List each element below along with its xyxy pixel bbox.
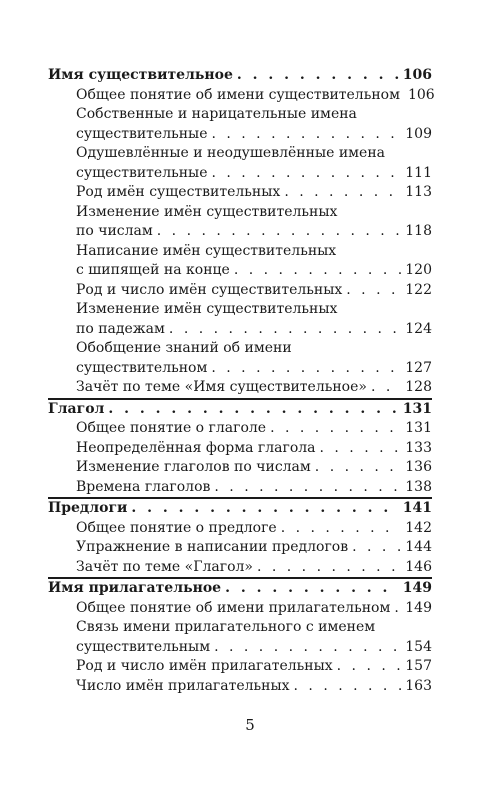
dot-leader — [394, 599, 401, 619]
toc-entry[interactable] — [48, 183, 432, 203]
section-heading[interactable] — [48, 579, 432, 599]
entry-title: Изменение глаголов по числам — [76, 459, 311, 475]
toc-entry[interactable] — [48, 339, 432, 359]
dot-leader — [211, 125, 401, 145]
section-title: Имя существительное — [48, 67, 233, 83]
toc-entry[interactable] — [48, 378, 432, 398]
dot-leader — [211, 164, 401, 184]
dot-leader — [270, 419, 401, 439]
page-ref: 146 — [405, 558, 432, 575]
page-ref: 122 — [405, 281, 432, 298]
page-ref: 120 — [405, 262, 432, 278]
toc-section — [48, 579, 432, 696]
entry-title: Род имён существительных — [76, 184, 281, 200]
toc-entry[interactable] — [48, 320, 432, 340]
page-ref: 149 — [405, 599, 432, 616]
toc-entry[interactable] — [48, 638, 432, 658]
page-ref: 106 — [407, 86, 435, 103]
section-heading[interactable] — [48, 66, 432, 86]
dot-leader — [131, 499, 398, 519]
dot-leader — [169, 320, 401, 340]
page-ref: 131 — [402, 400, 432, 417]
dot-leader — [211, 359, 401, 379]
entry-title: по числам — [76, 223, 153, 239]
entry-title: существительные — [76, 164, 208, 181]
toc-entry[interactable] — [48, 261, 432, 281]
section-heading[interactable] — [48, 400, 432, 420]
dot-leader — [346, 281, 401, 301]
page-ref: 106 — [402, 67, 432, 83]
entry-title: Неопределённая форма глагола — [76, 439, 316, 456]
toc-entry[interactable] — [48, 144, 432, 164]
toc-entry[interactable] — [48, 242, 432, 262]
entry-title: Общее понятие о глаголе — [76, 420, 267, 436]
page-ref: 136 — [405, 459, 432, 475]
dot-leader — [352, 538, 401, 558]
entry-title: Род и число имён прилагательных — [76, 658, 333, 674]
section-title: Глагол — [48, 400, 105, 417]
entry-title: Изменение имён существительных — [76, 203, 338, 220]
dot-leader — [315, 458, 401, 478]
entry-title: существительные — [76, 125, 208, 142]
entry-title: Собственные и нарицательные имена — [76, 106, 357, 122]
entry-title: Общее понятие об имени прилагательном — [76, 599, 391, 616]
entry-title: Общее понятие об имени существительном — [76, 86, 400, 103]
entry-title: Род и число имён существительных — [76, 281, 343, 298]
dot-leader — [225, 579, 399, 599]
toc-entry[interactable] — [48, 86, 435, 106]
page-ref: 157 — [405, 658, 432, 674]
toc-section — [48, 499, 432, 579]
toc-entry[interactable] — [48, 519, 432, 539]
toc-entry[interactable] — [48, 164, 432, 184]
page-ref: 128 — [405, 379, 432, 395]
dot-leader — [214, 478, 401, 498]
entry-title: Упражнение в написании предлогов — [76, 539, 349, 555]
page-ref: 142 — [405, 519, 432, 536]
entry-title: по падежам — [76, 320, 165, 337]
dot-leader — [337, 657, 402, 677]
section-heading[interactable] — [48, 499, 432, 519]
dot-leader — [237, 66, 399, 86]
page-ref: 149 — [402, 580, 432, 596]
entry-title: существительным — [76, 638, 211, 655]
toc-entry[interactable] — [48, 203, 432, 223]
toc-entry[interactable] — [48, 458, 432, 478]
toc-entry[interactable] — [48, 281, 432, 301]
page-ref: 133 — [405, 439, 432, 456]
entry-title: Написание имён существительных — [76, 242, 337, 259]
toc-entry[interactable] — [48, 222, 432, 242]
toc-entry[interactable] — [48, 105, 432, 125]
toc-entry[interactable] — [48, 300, 432, 320]
page-ref: 111 — [405, 164, 432, 181]
toc-entry[interactable] — [48, 558, 432, 578]
toc-entry[interactable] — [48, 419, 432, 439]
entry-title: Зачёт по теме «Имя существительное» — [76, 379, 367, 395]
dot-leader — [371, 378, 401, 398]
entry-title: Число имён прилагательных — [76, 677, 290, 694]
page-ref: 163 — [405, 677, 432, 694]
entry-title: Изменение имён существительных — [76, 301, 338, 317]
dot-leader — [234, 261, 401, 281]
entry-title: Одушевлённые и неодушевлённые имена — [76, 145, 386, 161]
dot-leader — [281, 519, 402, 539]
page-ref: 141 — [402, 500, 432, 516]
section-title: Предлоги — [48, 500, 128, 516]
dot-leader — [257, 558, 401, 578]
dot-leader — [294, 677, 402, 697]
page-ref: 131 — [405, 420, 432, 436]
toc-entry[interactable] — [48, 599, 432, 619]
dot-leader — [108, 400, 398, 420]
toc-entry[interactable] — [48, 439, 432, 459]
page-ref: 144 — [405, 539, 432, 555]
entry-title: Обобщение знаний об имени — [76, 340, 292, 356]
entry-title: существительном — [76, 359, 208, 376]
page-ref: 127 — [405, 359, 432, 376]
dot-leader — [284, 183, 401, 203]
toc-section — [48, 66, 435, 400]
page-ref: 109 — [405, 125, 432, 142]
entry-title: Времена глаголов — [76, 478, 211, 495]
toc-entry[interactable] — [48, 359, 432, 379]
table-of-contents — [48, 66, 435, 696]
section-title: Имя прилагательное — [48, 580, 222, 596]
page-ref: 113 — [405, 184, 432, 200]
entry-title: с шипящей на конце — [76, 262, 230, 278]
page-number: 5 — [245, 716, 255, 734]
dot-leader — [320, 439, 402, 459]
entry-title: Общее понятие о предлоге — [76, 519, 277, 536]
toc-section — [48, 400, 432, 500]
toc-entry[interactable] — [48, 538, 432, 558]
toc-entry[interactable] — [48, 657, 432, 677]
dot-leader — [157, 222, 401, 242]
page-ref: 138 — [405, 478, 432, 495]
entry-title: Зачёт по теме «Глагол» — [76, 558, 253, 575]
entry-title: Связь имени прилагательного с именем — [76, 619, 376, 635]
page-ref: 118 — [405, 223, 432, 239]
toc-entry[interactable] — [48, 125, 432, 145]
toc-entry[interactable] — [48, 677, 432, 697]
page-ref: 124 — [405, 320, 432, 337]
page-ref: 154 — [405, 638, 432, 655]
toc-entry[interactable] — [48, 478, 432, 498]
dot-leader — [214, 638, 401, 658]
toc-entry[interactable] — [48, 618, 432, 638]
